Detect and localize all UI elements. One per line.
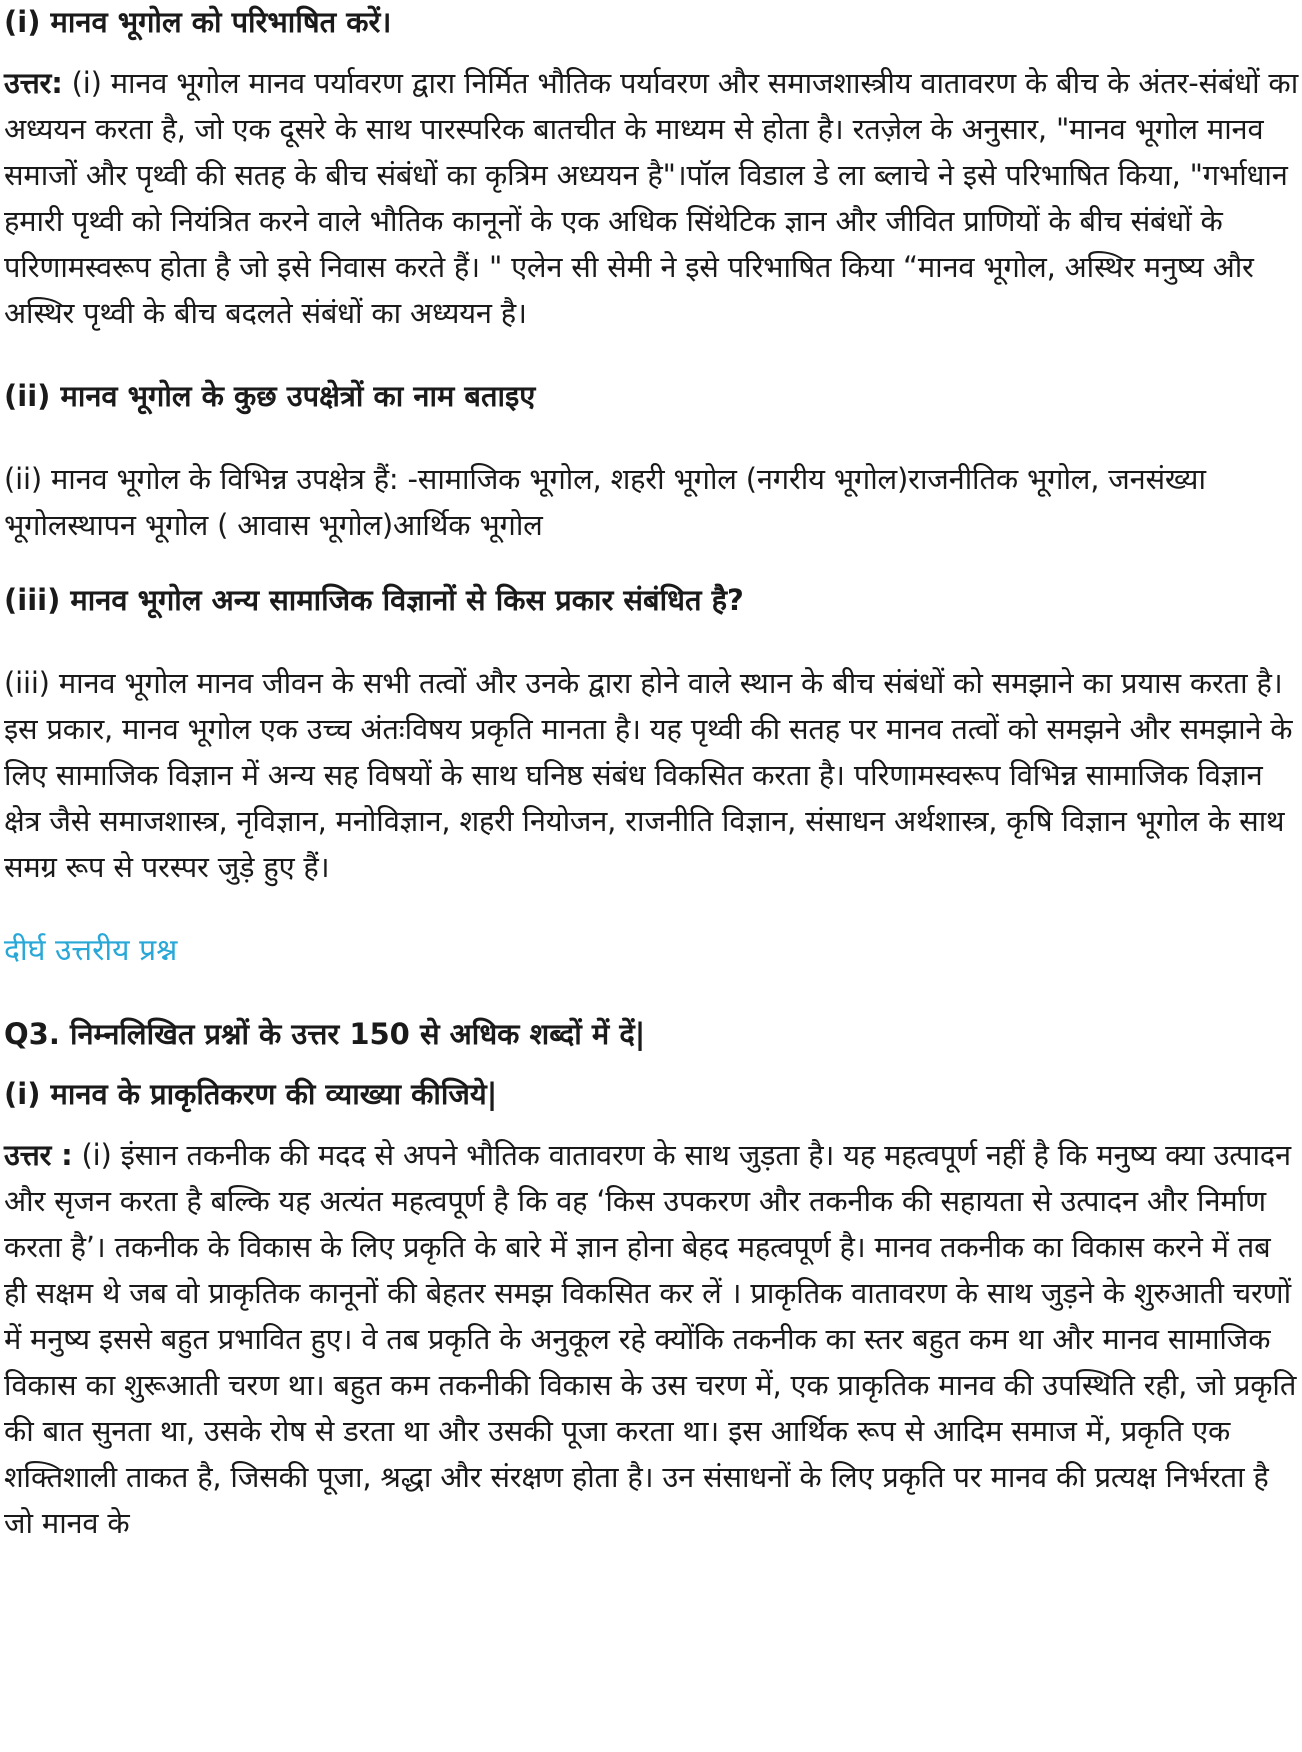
question-3-i: (i) मानव के प्राकृतिकरण की व्याख्या कीजिये| xyxy=(4,1077,498,1111)
answer-3-i-text: (i) इंसान तकनीक की मदद से अपने भौतिक वातावरण के साथ जुड़ता है। यह महत्वपूर्ण नहीं है कि मनुष्य क्या उत्पादन और सृजन करता है बल्कि यह अत्यंत महत्वपूर्ण है कि वह ‘किस उपकरण और तकनीक की सहायता से उत्पादन और निर्माण करता है’। तकनीक के विकास के लिए प्रकृति के बारे में ज्ञान होना बेहद महत्वपूर्ण है। मानव तकनीक का विकास करने में तब ही सक्षम थे जब वो प्राकृतिक कानूनों की बेहतर समझ विकसित कर लें । प्राकृतिक वातावरण के साथ जुड़ने के शुरुआती चरणों में मनुष्य इससे बहुत प्रभावित हुए। वे तब प्रकृति के अनुकूल रहे क्योंकि तकनीक का स्तर बहुत कम था और मानव सामाजिक विकास का शुरूआती चरण था। बहुत कम तकनीकी विकास के उस चरण में, एक प्राकृतिक मानव की उपस्थिति रही, जो प्रकृति की बात सुनता था, उसके रोष से डरता था और उसकी पूजा करता था। इस आर्थिक रूप से आदिम समाज में, प्रकृति एक शक्तिशाली ताकत है, जिसकी पूजा, श्रद्धा और संरक्षण होता है। उन संसाधनों के लिए प्रकृति पर मानव की प्रत्यक्ष निर्भरता है जो मानव के xyxy=(4,1138,1297,1540)
answer-1-i-text: (i) मानव भूगोल मानव पर्यावरण द्वारा निर्मित भौतिक पर्यावरण और समाजशास्त्रीय वातावरण के बीच के अंतर-संबंधों का अध्ययन करता है, जो एक दूसरे के साथ पारस्परिक बातचीत के माध्यम से होता है। रतज़ेल के अनुसार, "मानव भूगोल मानव समाजों और पृथ्वी की सतह के बीच संबंधों का कृत्रिम अध्ययन है"।पॉल विडाल डे ला ब्लाचे ने इसे परिभाषित किया, "गर्भाधान हमारी पृथ्वी को नियंत्रित करने वाले भौतिक कानूनों के एक अधिक सिंथेटिक ज्ञान और जीवित प्राणियों के बीच संबंधों के परिणामस्वरूप होता है जो इसे निवास करते हैं। " एलेन सी सेमी ने इसे परिभाषित किया “मानव भूगोल, अस्थिर मनुष्य और अस्थिर पृथ्वी के बीच बदलते संबंधों का अध्ययन है। xyxy=(4,66,1299,330)
question-3: Q3. निम्नलिखित प्रश्नों के उत्तर 150 से अधिक शब्दों में दें| xyxy=(4,1017,646,1051)
answer-1-i xyxy=(4,60,1298,336)
question-1-iii: (iii) मानव भूगोल अन्य सामाजिक विज्ञानों से किस प्रकार संबंधित है? xyxy=(4,583,744,617)
answer-label: उत्तर: xyxy=(4,66,63,100)
answer-label: उत्तर : xyxy=(4,1138,73,1172)
answer-1-iii: (iii) मानव भूगोल मानव जीवन के सभी तत्वों और उनके द्वारा होने वाले स्थान के बीच संबंधों को समझाने का प्रयास करता है। इस प्रकार, मानव भूगोल एक उच्च अंतःविषय प्रकृति मानता है। यह पृथ्वी की सतह पर मानव तत्वों को समझने और समझाने के लिए सामाजिक विज्ञान में अन्य सह विषयों के साथ घनिष्ठ संबंध विकसित करता है। परिणामस्वरूप विभिन्न सामाजिक विज्ञान क्षेत्र जैसे समाजशास्त्र, नृविज्ञान, मनोविज्ञान, शहरी नियोजन, राजनीति विज्ञान, संसाधन अर्थशास्त्र, कृषि विज्ञान भूगोल के साथ समग्र रूप से परस्पर जुड़े हुए हैं। xyxy=(4,666,1293,884)
answer-3-i xyxy=(4,1132,1298,1546)
question-1-i: (i) मानव भूगोल को परिभाषित करें। xyxy=(4,5,392,39)
question-1-ii: (ii) मानव भूगोल के कुछ उपक्षेत्रों का नाम बताइए xyxy=(4,379,536,413)
section-heading-long-answer: दीर्घ उत्तरीय प्रश्न xyxy=(4,933,178,968)
answer-1-ii: (ii) मानव भूगोल के विभिन्न उपक्षेत्र हैं: -सामाजिक भूगोल, शहरी भूगोल (नगरीय भूगोल)राजनीतिक भूगोल, जनसंख्या भूगोलस्थापन भूगोल ( आवास भूगोल)आर्थिक भूगोल xyxy=(4,462,1206,542)
